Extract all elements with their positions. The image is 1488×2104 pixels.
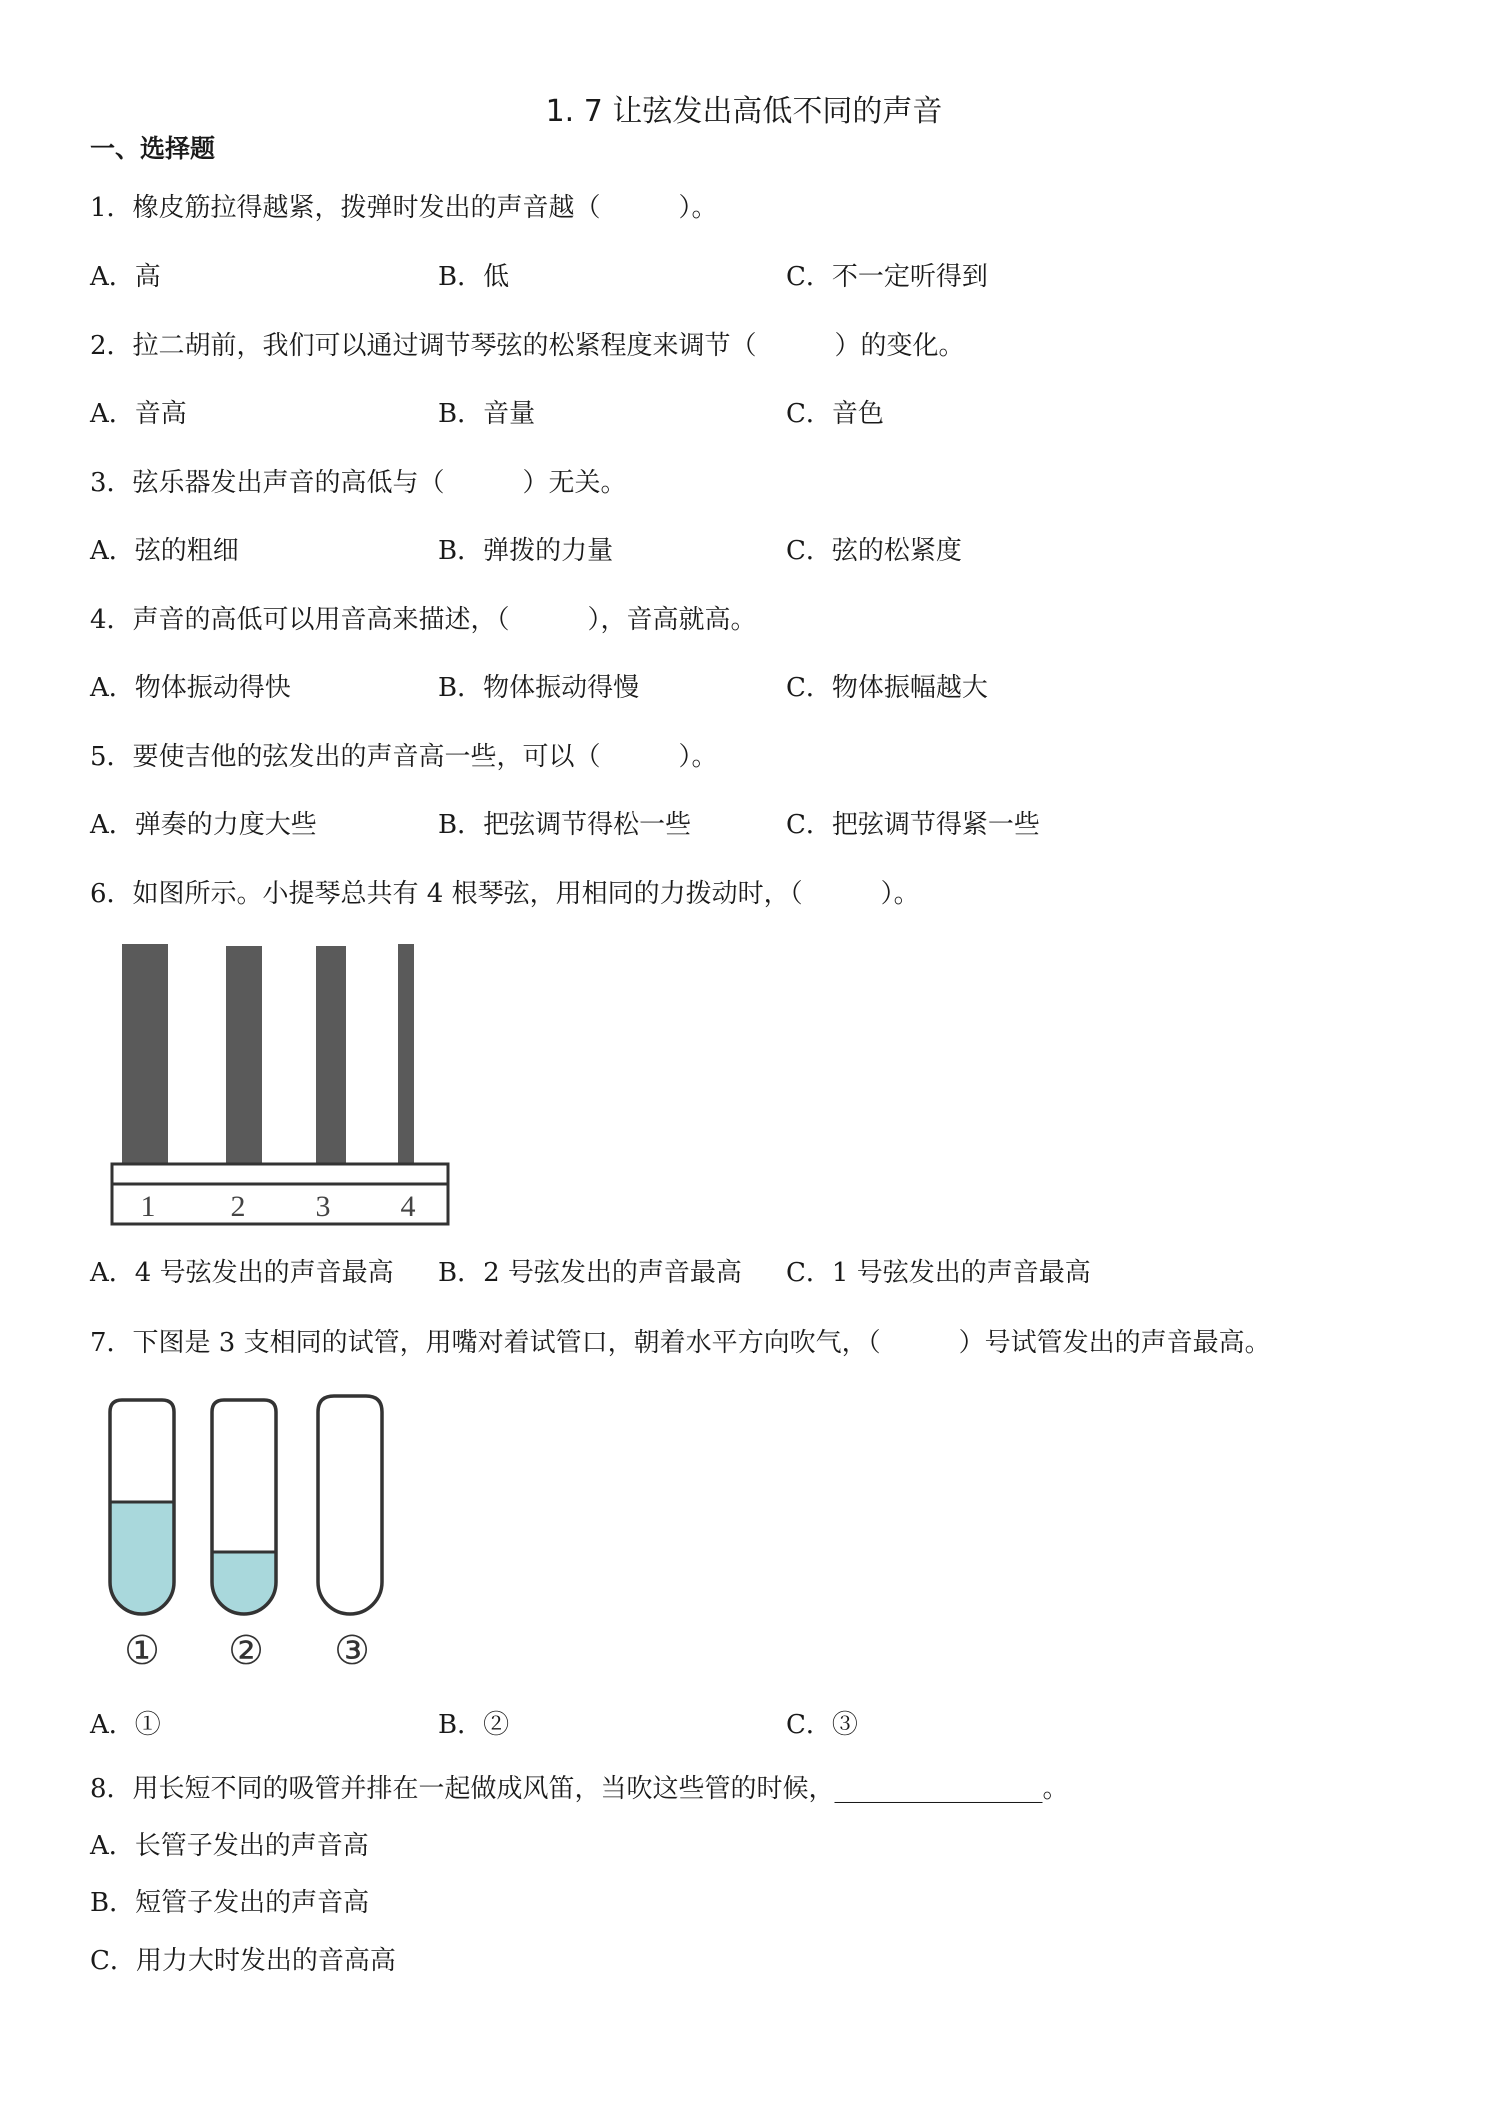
label-board xyxy=(112,1184,448,1224)
tube-label-3: ③ xyxy=(334,1628,370,1674)
q4-option-c: C．物体振幅越大 xyxy=(786,673,988,703)
q3-option-c: C．弦的松紧度 xyxy=(786,536,962,566)
string-1 xyxy=(122,944,168,1166)
q8-option-a: A．长管子发出的声音高 xyxy=(90,1831,369,1861)
q6-option-a: A．4 号弦发出的声音最高 xyxy=(90,1258,394,1288)
question-3-stem: 3．弦乐器发出声音的高低与（ ）无关。 xyxy=(90,468,627,498)
q2-option-b: B．音量 xyxy=(438,399,536,429)
question-6-stem: 6．如图所示。小提琴总共有 4 根琴弦，用相同的力拨动时，（ ）。 xyxy=(90,879,920,909)
q4-option-a: A．物体振动得快 xyxy=(90,673,291,703)
string-4 xyxy=(398,944,414,1166)
q2-option-c: C．音色 xyxy=(786,399,884,429)
q2-option-a: A．音高 xyxy=(90,399,187,429)
test-tubes-figure xyxy=(100,1392,410,1682)
q1-option-b: B．低 xyxy=(438,262,510,292)
question-5-stem: 5．要使吉他的弦发出的声音高一些，可以（ ）。 xyxy=(90,742,718,772)
violin-strings-figure xyxy=(108,940,483,1230)
question-1-stem: 1．橡皮筋拉得越紧，拨弹时发出的声音越（ ）。 xyxy=(90,193,718,223)
q3-option-b: B．弹拨的力量 xyxy=(438,536,614,566)
q3-option-a: A．弦的粗细 xyxy=(90,536,239,566)
tube-label-2: ② xyxy=(228,1628,264,1674)
q8-option-c: C．用力大时发出的音高高 xyxy=(90,1946,396,1976)
string-label-4: 4 xyxy=(400,1190,416,1223)
q5-option-a: A．弹奏的力度大些 xyxy=(90,810,317,840)
string-label-3: 3 xyxy=(315,1190,331,1223)
string-label-1: 1 xyxy=(140,1190,156,1223)
question-7-stem: 7．下图是 3 支相同的试管，用嘴对着试管口，朝着水平方向吹气，（ ）号试管发出的声音最高。 xyxy=(90,1328,1271,1358)
string-2 xyxy=(226,946,262,1166)
question-4-stem: 4．声音的高低可以用音高来描述，（ ），音高就高。 xyxy=(90,605,757,635)
section-heading: 一、选择题 xyxy=(90,134,216,163)
question-8-stem: 8．用长短不同的吸管并排在一起做成风笛，当吹这些管的时候，________________。 xyxy=(90,1774,1069,1804)
tube-3 xyxy=(318,1396,382,1614)
q1-option-c: C．不一定听得到 xyxy=(786,262,988,292)
q4-option-b: B．物体振动得慢 xyxy=(438,673,640,703)
q6-option-b: B．2 号弦发出的声音最高 xyxy=(438,1258,742,1288)
q1-option-a: A．高 xyxy=(90,262,161,292)
q6-option-c: C．1 号弦发出的声音最高 xyxy=(786,1258,1091,1288)
q7-option-a: A．① xyxy=(90,1710,161,1740)
q7-option-b: B．② xyxy=(438,1710,510,1740)
string-base xyxy=(112,1164,448,1184)
question-2-stem: 2．拉二胡前，我们可以通过调节琴弦的松紧程度来调节（ ）的变化。 xyxy=(90,331,965,361)
string-label-2: 2 xyxy=(230,1190,246,1223)
q5-option-b: B．把弦调节得松一些 xyxy=(438,810,692,840)
tube-label-1: ① xyxy=(124,1628,160,1674)
page-title: 1. 7 让弦发出高低不同的声音 xyxy=(545,94,943,129)
q5-option-c: C．把弦调节得紧一些 xyxy=(786,810,1040,840)
q7-option-c: C．③ xyxy=(786,1710,858,1740)
string-3 xyxy=(316,946,346,1166)
tube-1-water xyxy=(110,1502,174,1614)
q8-option-b: B．短管子发出的声音高 xyxy=(90,1888,370,1918)
